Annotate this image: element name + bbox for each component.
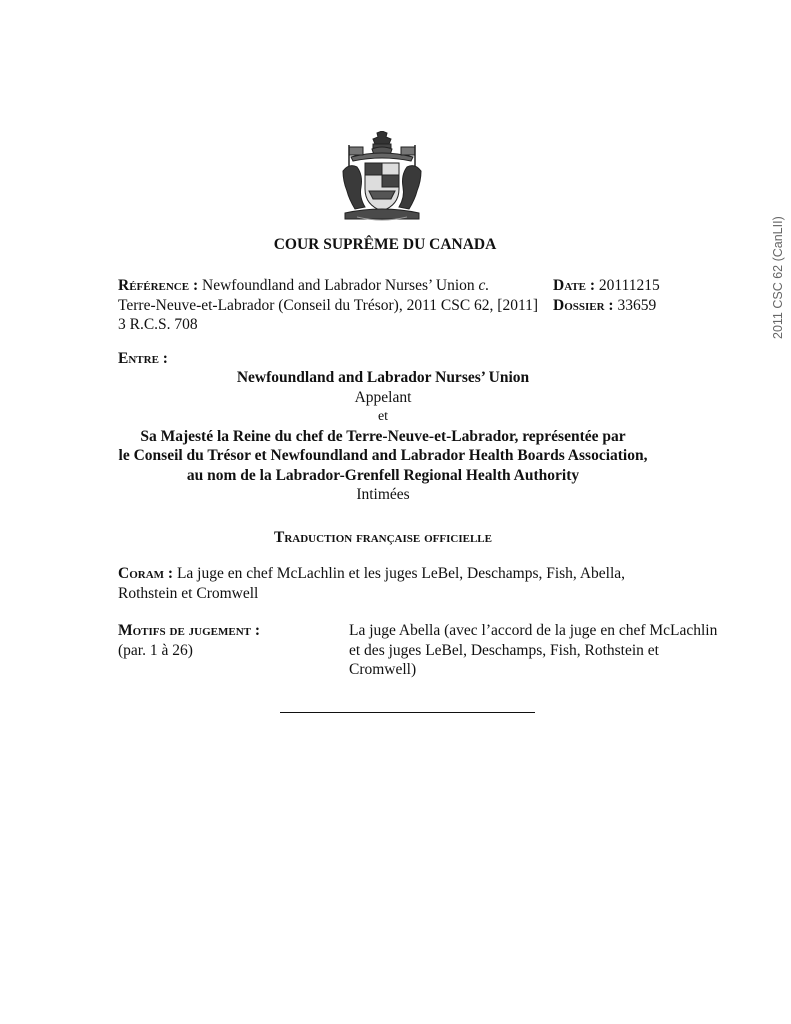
reasons-line2: et des juges LeBel, Deschamps, Fish, Rothstein et bbox=[349, 641, 659, 659]
coram-label: Coram : bbox=[118, 565, 174, 582]
coram-line2: Rothstein et Cromwell bbox=[118, 584, 259, 602]
reference-line1: Newfoundland and Labrador Nurses’ Union bbox=[202, 277, 479, 294]
official-translation: Traduction française officielle bbox=[274, 529, 492, 546]
dossier-value: 33659 bbox=[617, 296, 657, 314]
appellant-role: Appelant bbox=[354, 388, 412, 406]
respondents-line3: au nom de la Labrador-Grenfell Regional Health Authority bbox=[186, 466, 580, 484]
and-separator: et bbox=[377, 409, 389, 424]
coram-block bbox=[118, 564, 678, 603]
date-dossier-block bbox=[553, 276, 713, 315]
reference-versus: c. bbox=[478, 277, 490, 294]
reasons-line3: Cromwell) bbox=[349, 661, 417, 678]
reasons-label: Motifs de jugement : bbox=[118, 622, 261, 639]
between-label: Entre : bbox=[118, 350, 168, 367]
appellant-name: Newfoundland and Labrador Nurses’ Union bbox=[236, 369, 530, 386]
reference-line3: 3 R.C.S. 708 bbox=[118, 316, 198, 333]
reference-block bbox=[118, 276, 558, 335]
date-value: 20111215 bbox=[598, 277, 660, 294]
coat-of-arms-emblem bbox=[339, 131, 425, 223]
court-title: COUR SUPRÊME DU CANADA bbox=[273, 236, 497, 253]
parties-block bbox=[0, 368, 766, 505]
reference-line2: Terre-Neuve-et-Labrador (Conseil du Trésor), 2011 CSC 62, [2011] bbox=[118, 296, 539, 314]
respondents-line1: Sa Majesté la Reine du chef de Terre-Neuve-et-Labrador, représentée par bbox=[140, 427, 626, 445]
coram-line1: La juge en chef McLachlin et les juges LeBel, Deschamps, Fish, Abella, bbox=[176, 565, 626, 582]
reasons-line1: La juge Abella (avec l’accord de la juge en chef McLachlin bbox=[349, 622, 718, 639]
reference-label: Référence : bbox=[118, 277, 199, 294]
respondents-role: Intimées bbox=[356, 486, 410, 503]
respondents-line2: le Conseil du Trésor et Newfoundland and Labrador Health Boards Association, bbox=[118, 447, 648, 464]
reasons-judges-block bbox=[349, 621, 749, 680]
reasons-label-block bbox=[118, 621, 338, 660]
date-label: Date : bbox=[553, 277, 596, 294]
separator-rule bbox=[280, 712, 535, 713]
reasons-paragraphs: (par. 1 à 26) bbox=[118, 641, 193, 659]
dossier-label: Dossier : bbox=[553, 296, 614, 314]
canlii-watermark: 2011 CSC 62 (CanLII) bbox=[771, 216, 785, 339]
